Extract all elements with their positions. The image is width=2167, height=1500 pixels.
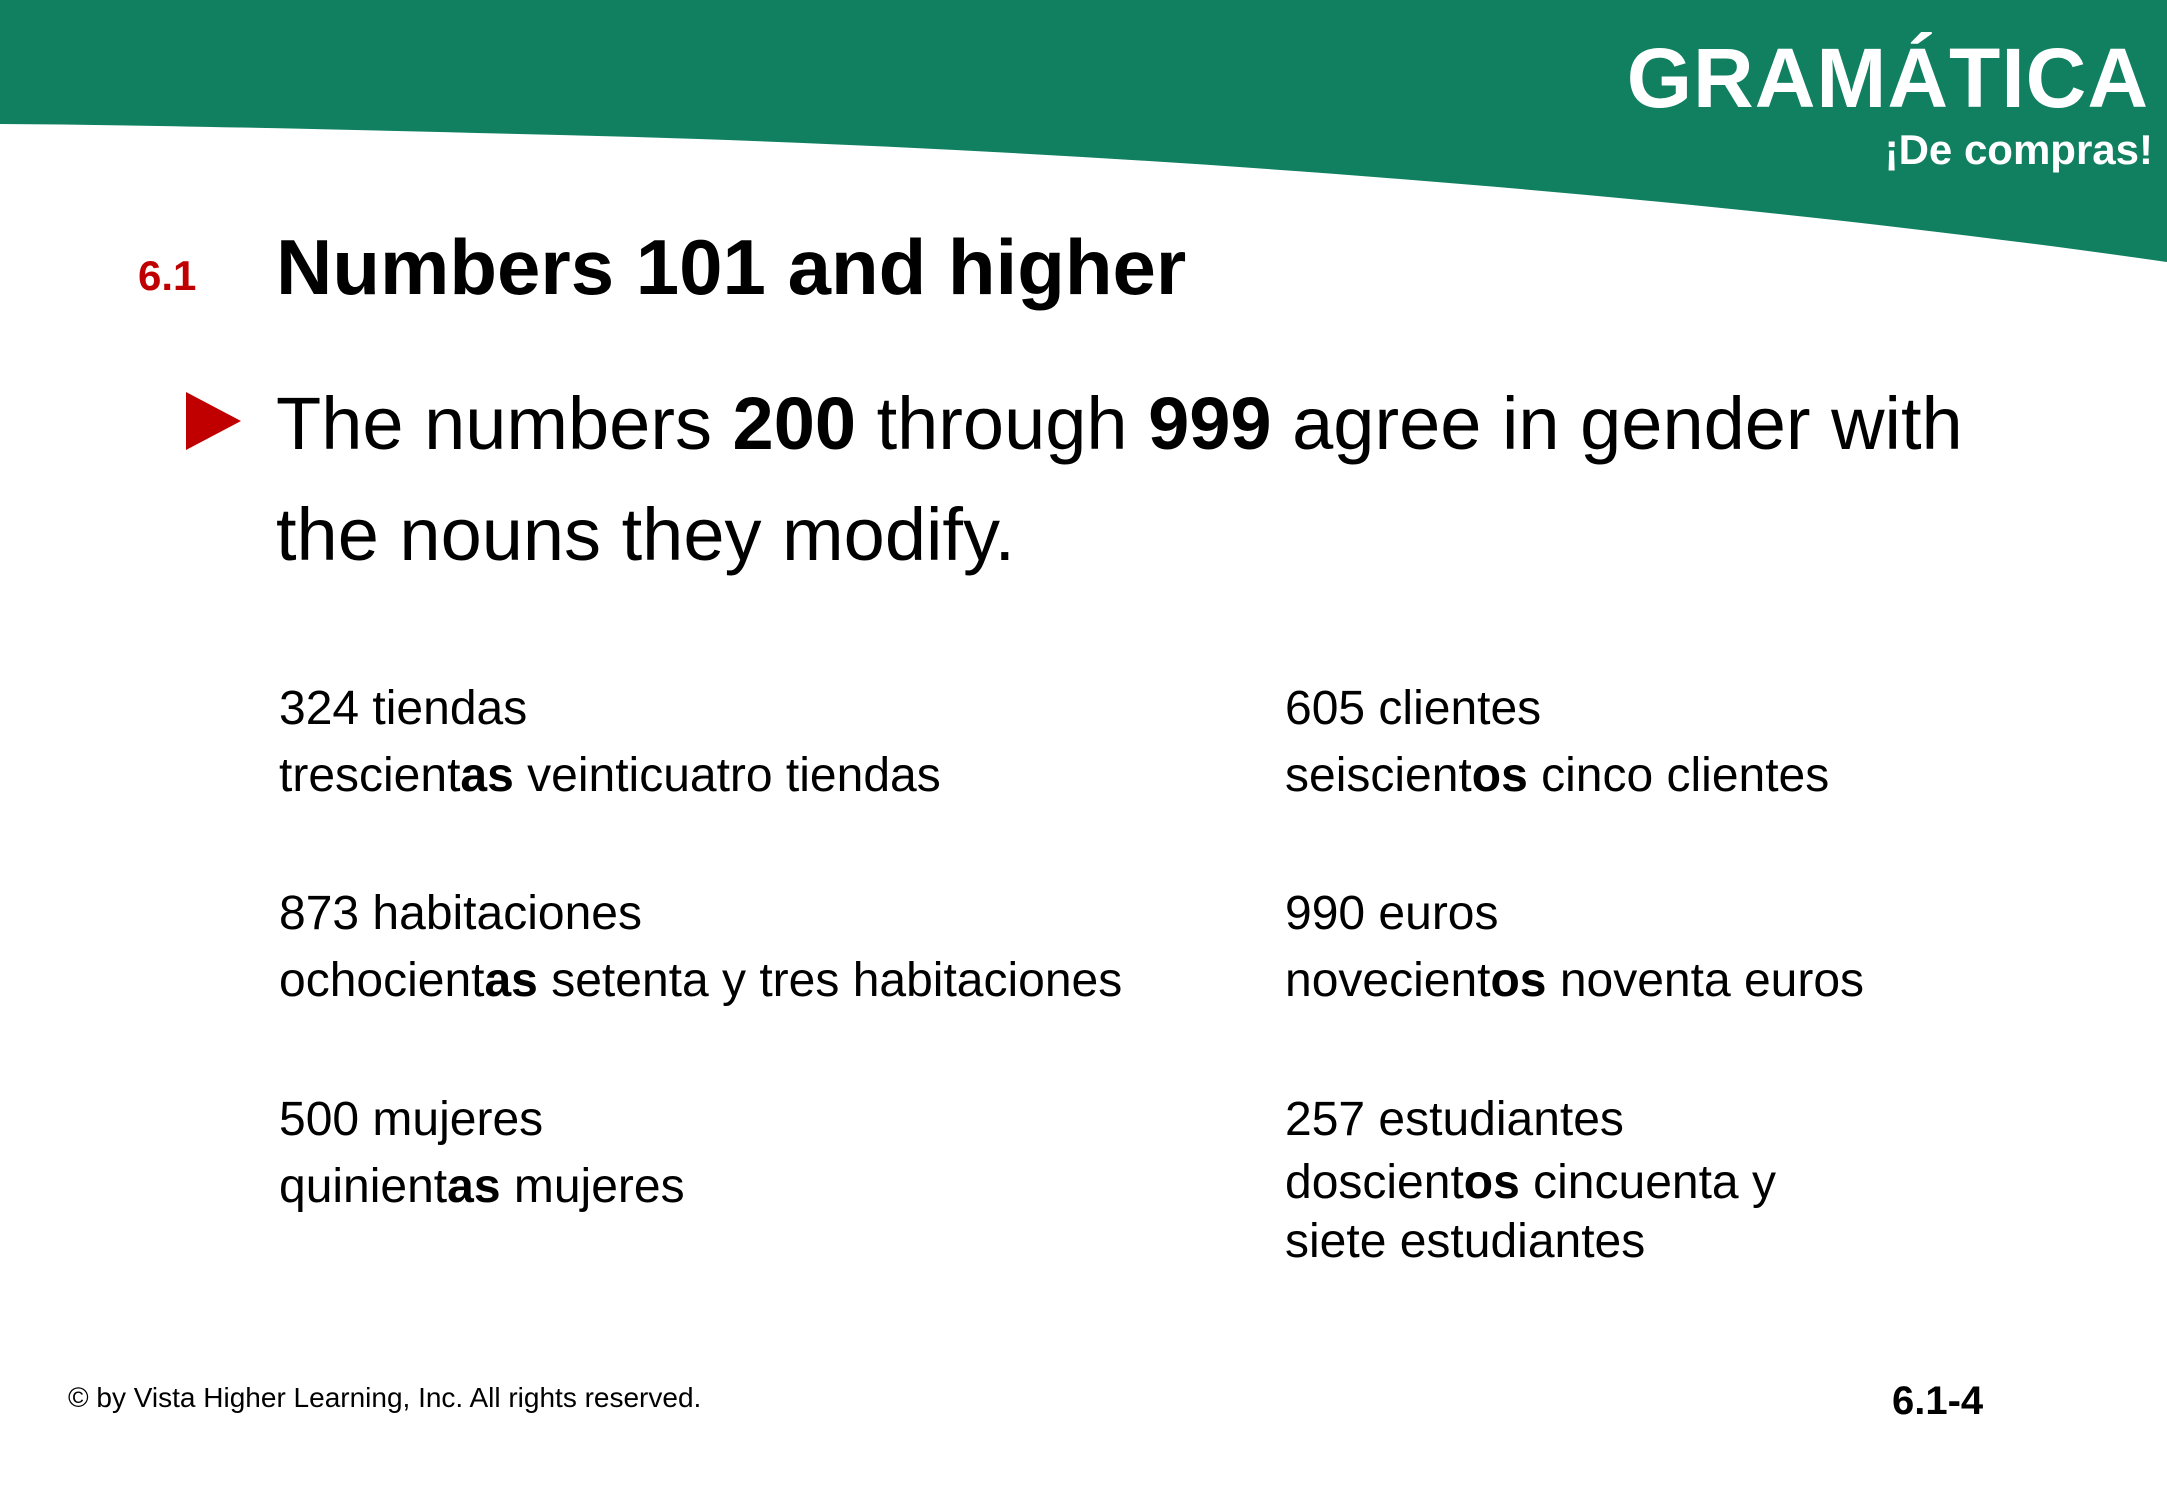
word-rest: mujeres — [500, 1160, 685, 1213]
bullet-text-part: through — [856, 382, 1149, 465]
gender-ending: as — [447, 1160, 501, 1213]
word-stem: novecient — [1285, 954, 1491, 1007]
brand-subtitle: ¡De compras! — [1884, 126, 2153, 173]
word-rest: noventa euros — [1546, 954, 1865, 1007]
example-item — [279, 1086, 685, 1220]
gender-ending: os — [1490, 954, 1547, 1007]
bullet-bold-number: 200 — [732, 382, 857, 465]
word-rest: cincuenta y siete estudiantes — [1285, 1156, 1776, 1268]
gender-ending: os — [1471, 749, 1528, 802]
gender-ending: as — [484, 954, 538, 1007]
example-numeral: 257 estudiantes — [1285, 1093, 1624, 1146]
word-stem: ochocient — [279, 954, 485, 1007]
word-rest: setenta y tres habitaciones — [537, 954, 1123, 1007]
slide-number: 6.1-4 — [1892, 1379, 1984, 1423]
example-item — [279, 880, 1122, 1014]
play-triangle-icon — [186, 392, 241, 450]
brand-title: GRAMÁTICA — [1626, 31, 2149, 125]
copyright-notice: © by Vista Higher Learning, Inc. All rights reserved. — [68, 1382, 702, 1413]
example-numeral: 873 habitaciones — [279, 887, 642, 940]
example-spelled-out — [1285, 742, 1829, 809]
word-stem: doscient — [1285, 1156, 1464, 1209]
example-numeral: 990 euros — [1285, 887, 1499, 940]
example-item — [279, 675, 941, 809]
example-spelled-out — [279, 742, 941, 809]
bullet-text — [276, 368, 1976, 590]
example-spelled-out — [279, 947, 1122, 1014]
word-rest: veinticuatro tiendas — [513, 749, 941, 802]
word-rest: cinco clientes — [1527, 749, 1830, 802]
example-item — [1285, 675, 1829, 809]
example-item — [1285, 880, 1864, 1014]
example-spelled-out — [1285, 1153, 1845, 1271]
gender-ending: os — [1463, 1156, 1520, 1209]
page-title: Numbers 101 and higher — [276, 223, 1187, 311]
bullet-bold-number: 999 — [1148, 382, 1272, 465]
word-stem: quinient — [279, 1160, 448, 1213]
example-spelled-out — [1285, 947, 1864, 1014]
section-number: 6.1 — [138, 252, 197, 299]
bullet-text-part: agree in gender with the nouns they modify. — [276, 382, 1963, 576]
word-stem: trescient — [279, 749, 461, 802]
bullet-text-part: The numbers — [276, 382, 733, 465]
gender-ending: as — [460, 749, 514, 802]
example-spelled-out — [279, 1153, 685, 1220]
example-item — [1285, 1086, 1845, 1271]
word-stem: seiscient — [1285, 749, 1472, 802]
example-numeral: 324 tiendas — [279, 682, 528, 735]
example-numeral: 500 mujeres — [279, 1093, 544, 1146]
example-numeral: 605 clientes — [1285, 682, 1542, 735]
